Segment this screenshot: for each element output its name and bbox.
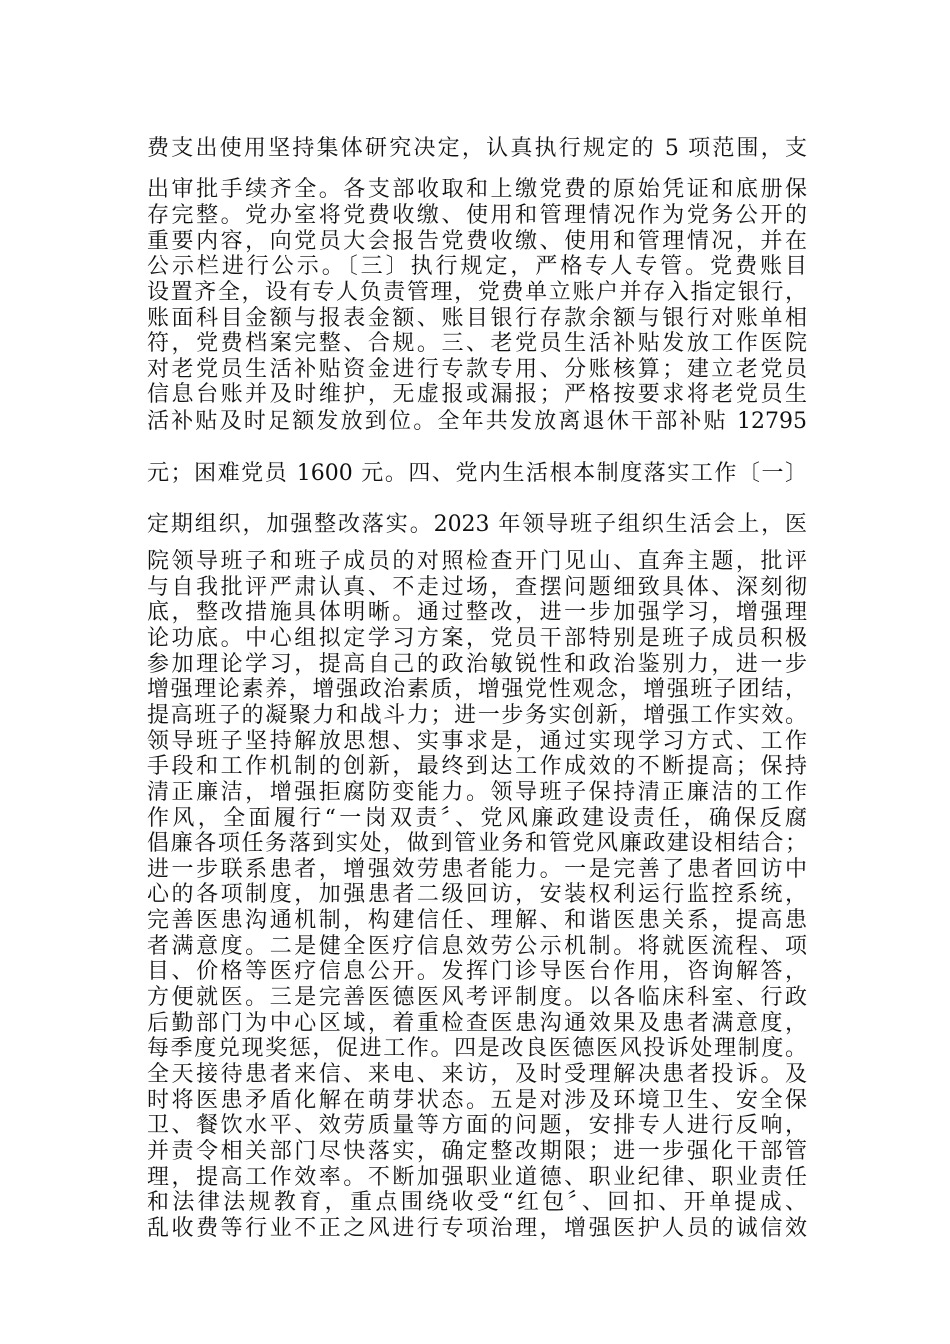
text-line: 后勤部门为中心区域，着重检查医患沟通效果及患者满意度， — [147, 1011, 807, 1036]
text-line: 设置齐全，设有专人负责管理，党费单立账户并存入指定银行， — [147, 280, 807, 305]
text-line: 提高班子的凝聚力和战斗力；进一步务实创新，增强工作实效。 — [147, 703, 807, 728]
text-line: 费支出使用坚持集体研究决定，认真执行规定的 5 项范围，支 — [147, 136, 807, 161]
text-line: 进一步联系患者，增强效劳患者能力。一是完善了患者回访中 — [147, 857, 807, 882]
text-line: 活补贴及时足额发放到位。全年共发放离退休干部补贴 12795 — [147, 409, 807, 434]
text-line: 底，整改措施具体明晰。通过整改，进一步加强学习，增强理 — [147, 600, 807, 625]
text-line: 定期组织，加强整改落实。2023 年领导班子组织生活会上，医 — [147, 512, 807, 537]
text-line: 符，党费档案完整、合规。三、老党员生活补贴发放工作医院 — [147, 331, 807, 356]
text-line: 增强理论素养，增强政治素质，增强党性观念，增强班子团结， — [147, 677, 807, 702]
text-line: 对老党员生活补贴资金进行专款专用、分账核算；建立老党员 — [147, 357, 807, 382]
text-line: 账面科目金额与报表金额、账目银行存款余额与银行对账单相 — [147, 306, 807, 331]
text-line: 倡廉各项任务落到实处，做到管业务和管党风廉政建设相结合； — [147, 831, 807, 856]
text-line: 参加理论学习，提高自己的政治敏锐性和政治鉴别力，进一步 — [147, 652, 807, 677]
text-line: 卫、餐饮水平、效劳质量等方面的问题，安排专人进行反响， — [147, 1113, 807, 1138]
text-line: 领导班子坚持解放思想、实事求是，通过实现学习方式、工作 — [147, 729, 807, 754]
text-line: 并责令相关部门尽快落实，确定整改期限；进一步强化干部管 — [147, 1139, 807, 1164]
text-line: 时将医患矛盾化解在萌芽状态。五是对涉及环境卫生、安全保 — [147, 1088, 807, 1113]
text-line: 出审批手续齐全。各支部收取和上缴党费的原始凭证和底册保 — [147, 177, 807, 202]
text-line: 者满意度。二是健全医疗信息效劳公示机制。将就医流程、项 — [147, 934, 807, 959]
text-line: 作风，全面履行“一岗双责〞、党风廉政建设责任，确保反腐 — [147, 806, 807, 831]
text-line: 公示栏进行公示。〔三〕执行规定，严格专人专管。党费账目 — [147, 254, 807, 279]
text-line: 信息台账并及时维护，无虚报或漏报；严格按要求将老党员生 — [147, 382, 807, 407]
text-line: 论功底。中心组拟定学习方案，党员干部特别是班子成员积极 — [147, 626, 807, 651]
text-line: 存完整。党办室将党费收缴、使用和管理情况作为党务公开的 — [147, 203, 807, 228]
text-line: 乱收费等行业不正之风进行专项治理，增强医护人员的诚信效 — [147, 1216, 807, 1241]
text-line: 手段和工作机制的创新，最终到达工作成效的不断提高；保持 — [147, 754, 807, 779]
text-line: 与自我批评严肃认真、不走过场，查摆问题细致具体、深刻彻 — [147, 575, 807, 600]
text-line: 全天接待患者来信、来电、来访，及时受理解决患者投诉。及 — [147, 1062, 807, 1087]
text-line: 心的各项制度，加强患者二级回访，安装权利运行监控系统， — [147, 882, 807, 907]
text-line: 清正廉洁，增强拒腐防变能力。领导班子保持清正廉洁的工作 — [147, 780, 807, 805]
text-line: 和法律法规教育，重点围绕收受“红包〞、回扣、开单提成、 — [147, 1190, 807, 1215]
text-line: 院领导班子和班子成员的对照检查开门见山、直奔主题，批评 — [147, 549, 807, 574]
text-line: 目、价格等医疗信息公开。发挥门诊导医台作用，咨询解答， — [147, 959, 807, 984]
text-line: 重要内容，向党员大会报告党费收缴、使用和管理情况，并在 — [147, 229, 807, 254]
text-line: 完善医患沟通机制，构建信任、理解、和谐医患关系，提高患 — [147, 908, 807, 933]
text-line: 理，提高工作效率。不断加强职业道德、职业纪律、职业责任 — [147, 1165, 807, 1190]
text-line: 元；困难党员 1600 元。四、党内生活根本制度落实工作〔一〕 — [147, 461, 807, 486]
text-line: 每季度兑现奖惩，促进工作。四是改良医德医风投诉处理制度。 — [147, 1036, 807, 1061]
text-line: 方便就医。三是完善医德医风考评制度。以各临床科室、行政 — [147, 985, 807, 1010]
